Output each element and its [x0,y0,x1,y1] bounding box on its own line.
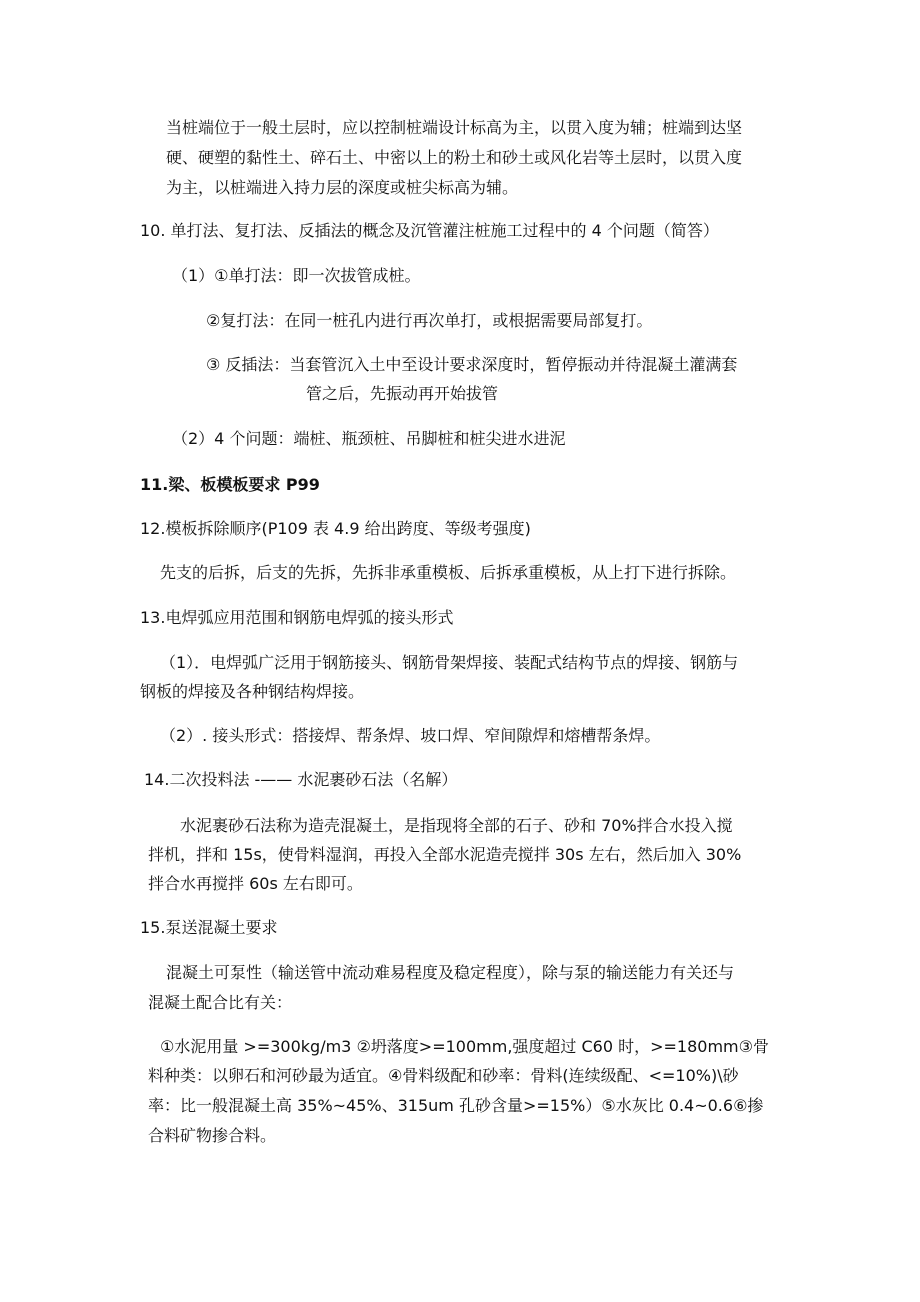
section-15-req-line-1: ①水泥用量 >=300kg/m3 ②坍落度>=100mm,强度超过 C60 时，>=180mm③骨 [160,1037,769,1056]
section-12-heading: 12.模板拆除顺序(P109 表 4.9 给出跨度、等级考强度) [140,519,531,538]
section-14-heading: 14.二次投料法 -—— 水泥裹砂石法（名解） [144,770,458,789]
section-13-p1-line-1: （1）．电焊弧广泛用于钢筋接头、钢筋骨架焊接、装配式结构节点的焊接、钢筋与 [160,653,739,672]
intro-line-3: 为主，以桩端进入持力层的深度或桩尖标高为辅。 [166,178,519,197]
section-15-req-line-4: 合料矿物掺合料。 [148,1126,277,1145]
section-15-req-line-2: 料种类：以卵石和河砂最为适宜。④骨料级配和砂率：骨料(连续级配、<=10%)\砂 [148,1066,739,1085]
section-10-item-4: （2）4 个问题：端桩、瓶颈桩、吊脚桩和桩尖进水进泥 [172,429,566,448]
section-13-heading: 13.电焊弧应用范围和钢筋电焊弧的接头形式 [140,608,454,627]
section-15-intro-line-2: 混凝土配合比有关： [148,993,293,1012]
section-13-p2: （2）. 接头形式：搭接焊、帮条焊、坡口焊、窄间隙焊和熔槽帮条焊。 [160,726,661,745]
intro-line-2: 硬、硬塑的黏性土、碎石土、中密以上的粉土和砂土或风化岩等土层时，以贯入度 [166,148,743,167]
section-10-heading: 10. 单打法、复打法、反插法的概念及沉管灌注桩施工过程中的 4 个问题（简答） [140,221,719,240]
section-15-heading: 15.泵送混凝土要求 [140,918,278,937]
section-14-line-1: 水泥裹砂石法称为造壳混凝土，是指现将全部的石子、砂和 70%拌合水投入搅 [180,816,733,835]
section-11-heading: 11.梁、板模板要求 P99 [140,475,320,494]
section-10-item-3-line-1: ③ 反插法：当套管沉入土中至设计要求深度时，暂停振动并待混凝土灌满套 [206,355,738,374]
section-10-item-3-line-2: 管之后，先振动再开始拔管 [306,384,499,403]
section-10-item-2: ②复打法：在同一桩孔内进行再次单打，或根据需要局部复打。 [206,311,653,330]
section-14-line-2: 拌机，拌和 15s，使骨料湿润，再投入全部水泥造壳搅拌 30s 左右，然后加入 30% [148,845,742,864]
intro-line-1: 当桩端位于一般土层时，应以控制桩端设计标高为主，以贯入度为辅；桩端到达坚 [166,118,743,137]
section-10-item-1: （1）①单打法：即一次拔管成桩。 [172,266,421,285]
section-14-line-3: 拌合水再搅拌 60s 左右即可。 [148,874,363,893]
section-15-req-line-3: 率：比一般混凝土高 35%~45%、315um 孔砂含量>=15%）⑤水灰比 0.4~0.6⑥掺 [148,1096,764,1115]
section-13-p1-line-2: 钢板的焊接及各种钢结构焊接。 [140,682,365,701]
section-12-body: 先支的后拆，后支的先拆，先拆非承重模板、后拆承重模板，从上打下进行拆除。 [160,563,737,582]
section-15-intro-line-1: 混凝土可泵性（输送管中流动难易程度及稳定程度），除与泵的输送能力有关还与 [166,963,735,982]
